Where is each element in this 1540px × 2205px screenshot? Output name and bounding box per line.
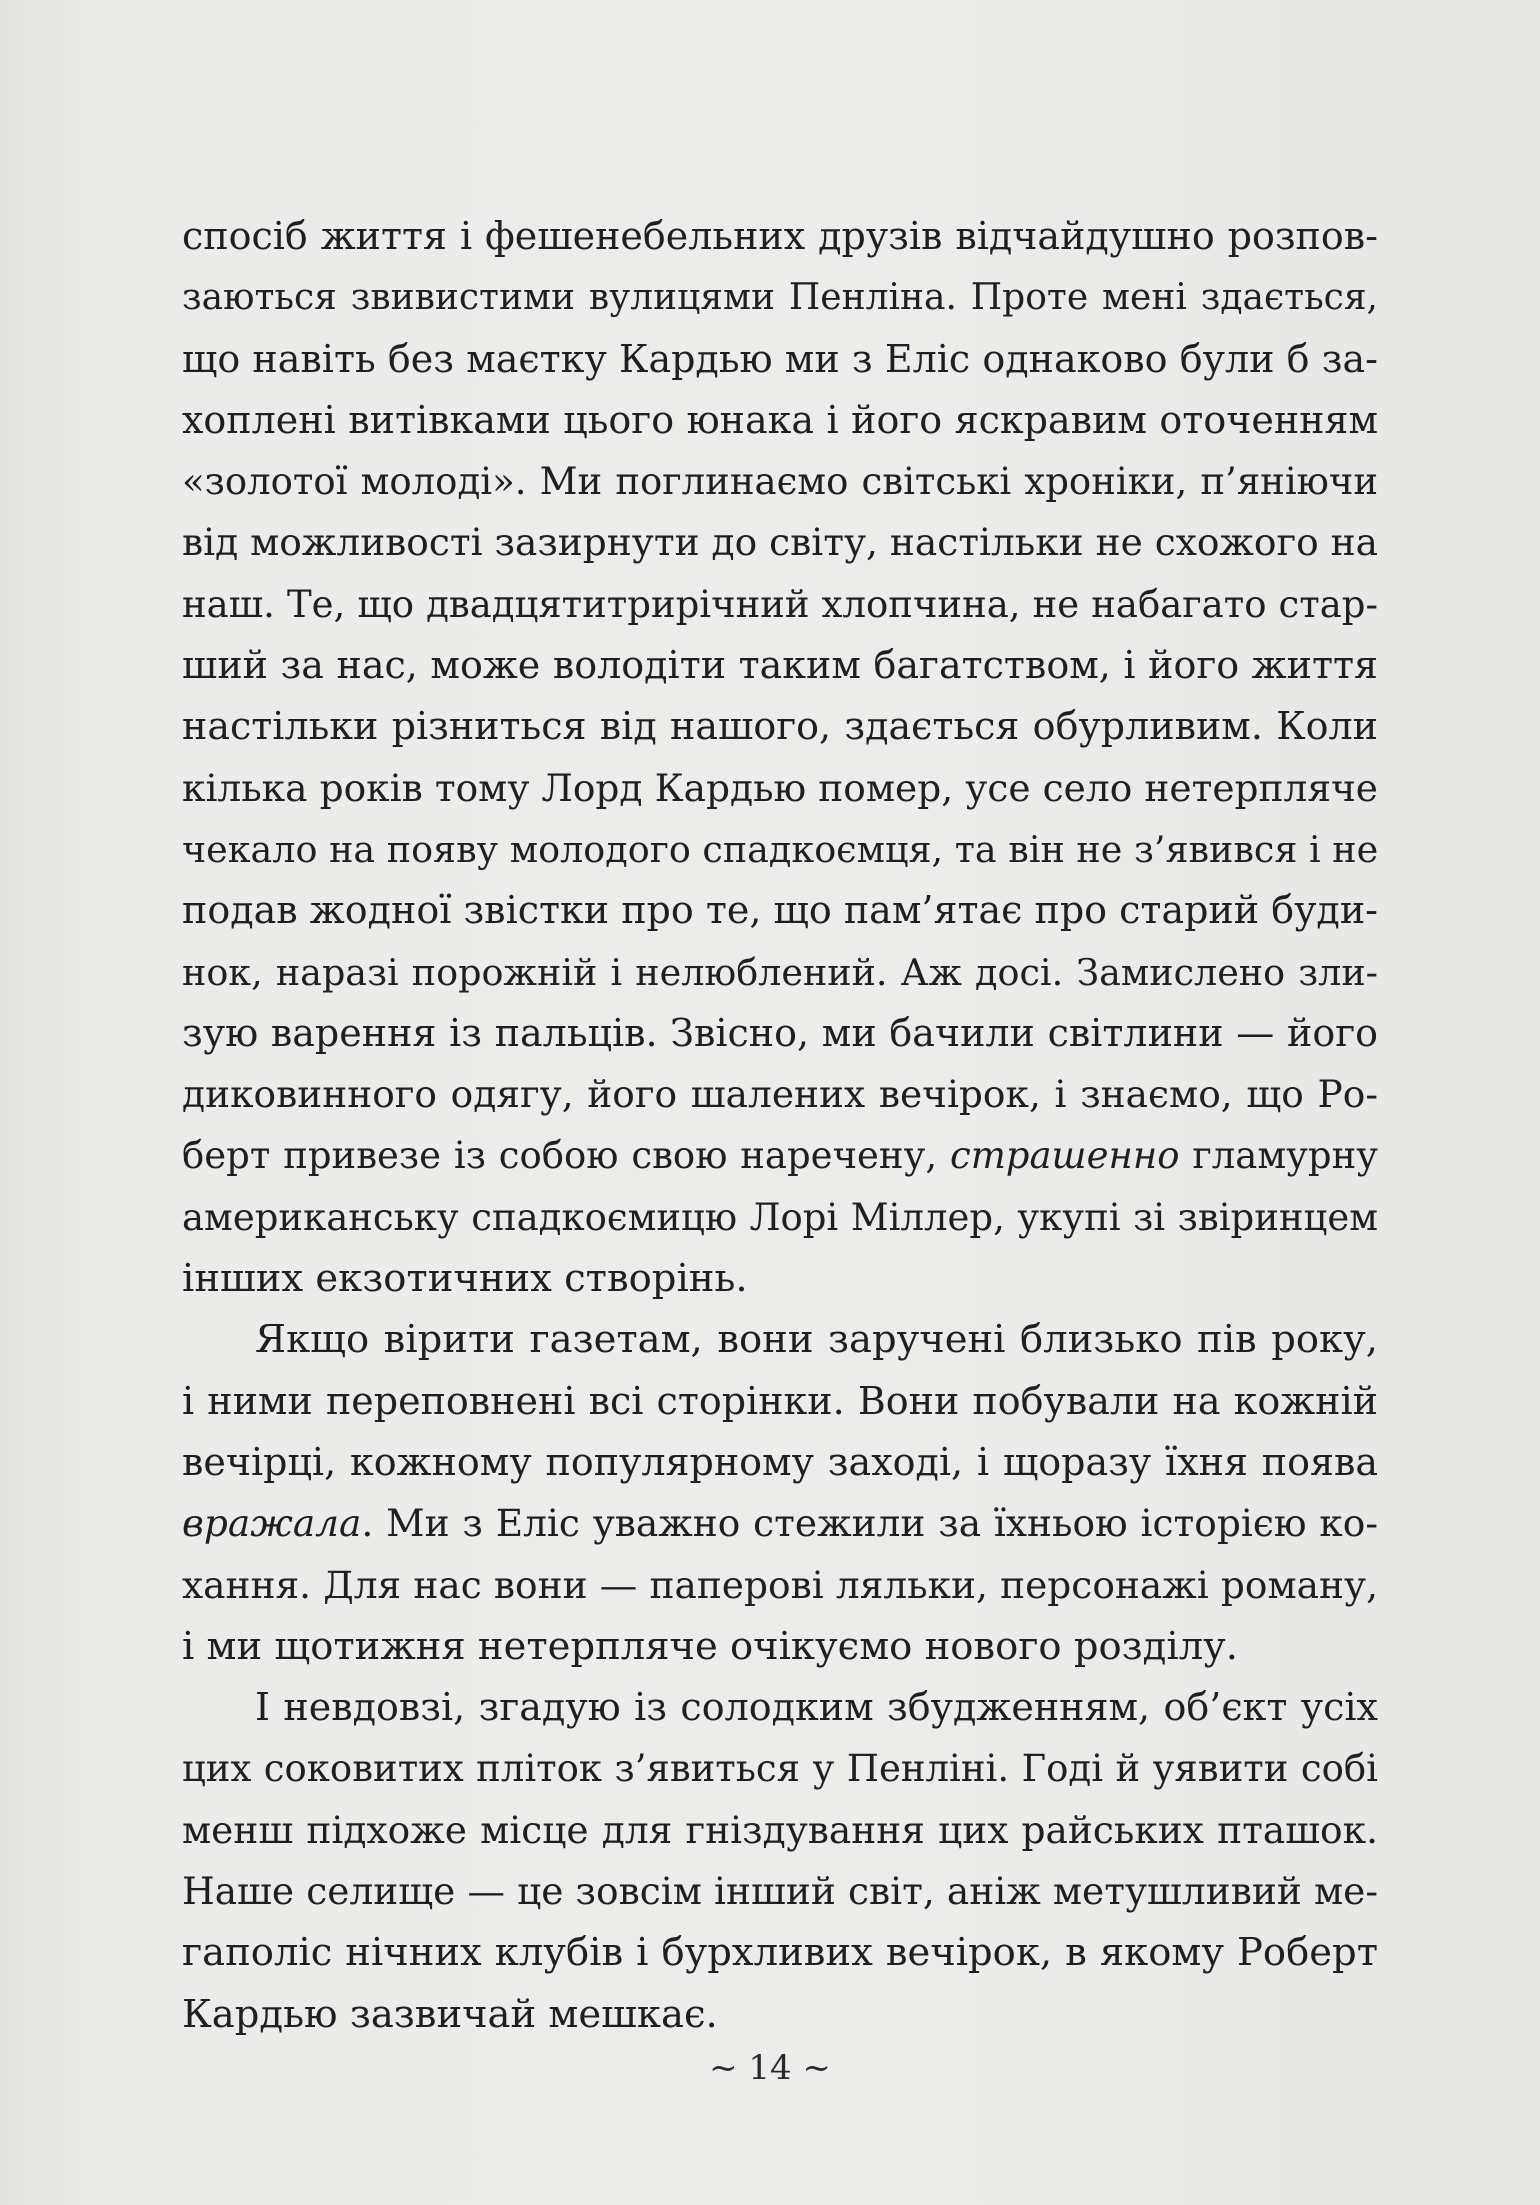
text-segment: . Ми з Еліс уважно стежили за їхньою історією ко- — [361, 1501, 1378, 1546]
text-line: наш. Те, що двадцятитрирічний хлопчина, не набагато стар- — [182, 582, 1378, 626]
text-line: настільки різниться від нашого, здається обурливим. Коли — [182, 704, 1378, 749]
text-line: чекало на появу молодого спадкоємця, та він не з’явився і не — [182, 827, 1378, 871]
paragraph-start-line: Якщо вірити газетам, вони заручені близько пів року, — [255, 1317, 1378, 1363]
italic-text: страшенно — [950, 1134, 1180, 1178]
text-line: гаполіс нічних клубів і бурхливих вечірок, в якому Роберт — [182, 1930, 1378, 1976]
text-line: Наше селище — це зовсім інший світ, аніж метушливий ме- — [182, 1869, 1378, 1914]
text-segment: берт привезе із собою свою наречену, — [182, 1134, 950, 1178]
italic-text: вражала — [182, 1501, 362, 1546]
paragraph-end-line: і ми щотижня нетерпляче очікуємо нового розділу. — [182, 1623, 1239, 1669]
text-line: цих соковитих пліток з’явиться у Пенліні. Годі й уявити собі — [182, 1747, 1378, 1791]
text-line: вечірці, кожному популярному заході, і щоразу їхня поява — [182, 1439, 1378, 1484]
text-line: що навіть без маєтку Кардью ми з Еліс однаково були б за- — [182, 336, 1378, 381]
text-line: зую варення із пальців. Звісно, ми бачили світлини — його — [182, 1010, 1378, 1055]
text-line: менш підхоже місце для гніздування цих райських пташок. — [182, 1807, 1378, 1852]
paragraph-start-line: І невдовзі, згадую із солодким збудженням, об’єкт усіх — [255, 1685, 1378, 1730]
text-line: подав жодної звістки про те, що пам’ятає про старий буди- — [182, 888, 1378, 933]
page-number: ~ 14 ~ — [709, 2048, 831, 2088]
text-line: «золотої молоді». Ми поглинаємо світські хроніки, п’яніючи — [182, 460, 1378, 504]
text-line: хоплені витівками цього юнака і його яскравим оточенням — [182, 397, 1378, 442]
body-text — [182, 206, 1378, 2045]
text-line: від можливості зазирнути до світу, настільки не схожого на — [182, 520, 1378, 565]
text-line: хання. Для нас вони — паперові ляльки, персонажі роману, — [182, 1562, 1378, 1607]
text-line: кілька років тому Лорд Кардью помер, усе село нетерпляче — [182, 765, 1378, 810]
text-line: американську спадкоємицю Лорі Міллер, укупі зі звіринцем — [182, 1195, 1378, 1239]
text-line: спосіб життя і фешенебельних друзів відчайдушно розпов- — [182, 214, 1378, 258]
paragraph-end-line: Кардью зазвичай мешкає. — [182, 1991, 718, 2037]
text-line: і ними переповнені всі сторінки. Вони побували на кожній — [182, 1378, 1378, 1423]
text-segment: гламурну — [1179, 1134, 1378, 1178]
text-line: заються звивистими вулицями Пенліна. Проте мені здається, — [182, 277, 1378, 319]
text-line — [182, 1493, 1378, 1554]
paragraph-end-line: інших екзотичних створінь. — [182, 1256, 748, 1302]
text-line: ший за нас, може володіти таким багатством, і його життя — [182, 643, 1378, 688]
text-line — [182, 1125, 1378, 1186]
text-line: нок, наразі порожній і нелюблений. Аж досі. Замислено зли- — [182, 950, 1378, 994]
text-line: диковинного одягу, його шалених вечірок, і знаємо, що Ро- — [182, 1072, 1378, 1117]
